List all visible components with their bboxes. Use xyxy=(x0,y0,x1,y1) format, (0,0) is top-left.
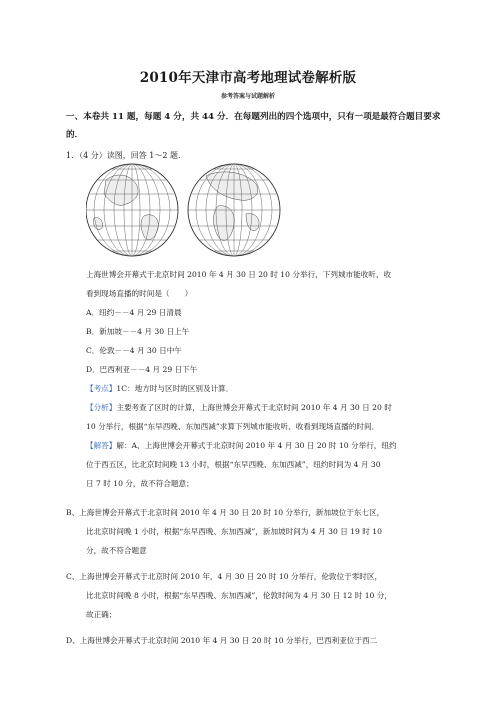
jieda-text-1: 解：A、上海世博会开幕式于北京时间 2010 年 4 月 30 日 20 时 10 分举行，纽约 xyxy=(116,441,397,450)
jieda-line-1 xyxy=(86,437,397,456)
kaodian-tag: 【考点】 xyxy=(86,384,117,393)
option-b: B．新加坡－－4 月 30 日上午 xyxy=(86,327,190,336)
answer-c-line-2: 比北京时间晚 8 小时，根据“东早西晚、东加西减”，伦敦时间为 4 月 30 日 12 时 10 分， xyxy=(86,591,392,600)
jieda-line-2: 位于西五区，比北京时间晚 13 小时，根据“东早西晚、东加西减”，纽约时间为 4 月 30 xyxy=(86,460,381,469)
kaodian-line xyxy=(86,380,233,399)
fenxi-tag: 【分析】 xyxy=(86,403,117,412)
question-heading: 1．（4 分）读图，回答 1～2 题． xyxy=(66,151,186,160)
globe-right xyxy=(188,164,280,256)
option-a: A．纽约－－4 月 29 日清晨 xyxy=(86,308,182,317)
option-d: D．巴西利亚－－4 月 29 日下午 xyxy=(86,365,198,374)
section-heading: 一、本卷共 11 题，每题 4 分，共 44 分．在每题列出的四个选项中，只有一项是最符合题目要求的． xyxy=(66,112,441,140)
globe-left xyxy=(86,164,178,256)
answer-b-line-3: 分，故不符合题意 xyxy=(86,546,147,555)
answer-d-line-1: D、上海世博会开幕式于北京时间 2010 年 4 月 30 日 20 时 10 分举行，巴西利亚位于西二 xyxy=(66,636,378,645)
answer-b-line-2: 比北京时间晚 1 小时，根据“东早西晚、东加西减”，新加坡时间为 4 月 30 日 19 时 10 xyxy=(86,527,382,536)
page-subtitle: 参考答案与试题解析 xyxy=(220,93,275,100)
answer-c-line-1: C、上海世博会开幕式于北京时间 2010 年，4 月 30 日 20 时 10 分举行，伦敦位于零时区， xyxy=(66,572,383,581)
globe-figure xyxy=(86,158,286,262)
question-stem-line-2: 看到现场直播的时间是（ ） xyxy=(86,289,193,298)
question-stem-line-1: 上海世博会开幕式于北京时间 2010 年 4 月 30 日 20 时 10 分举行，下列城市能收听、收 xyxy=(86,270,392,279)
fenxi-line-1 xyxy=(86,399,392,418)
kaodian-text: 1C：地方时与区时的区别及计算． xyxy=(116,384,234,393)
fenxi-text-1: 主要考查了区时的计算，上海世博会开幕式于北京时间 2010 年 4 月 30 日 20 时 xyxy=(116,403,392,412)
answer-b-line-1: B、上海世博会开幕式于北京时间 2010 年 4 月 30 日 20 时 10 分举行，新加坡位于东七区， xyxy=(66,508,385,517)
jieda-tag: 【解答】 xyxy=(86,441,117,450)
fenxi-line-2: 10 分举行，根据“东早西晚、东加西减”求算下列城市能收听、收看到现场直播的时间． xyxy=(86,422,380,431)
page-title: 2010年天津市高考地理试卷解析版 xyxy=(139,70,357,86)
jieda-line-3: 日 7 时 10 分，故不符合题意； xyxy=(86,479,194,488)
answer-c-line-3: 故正确； xyxy=(86,610,117,619)
option-c: C．伦敦－－4 月 30 日中午 xyxy=(86,346,182,355)
